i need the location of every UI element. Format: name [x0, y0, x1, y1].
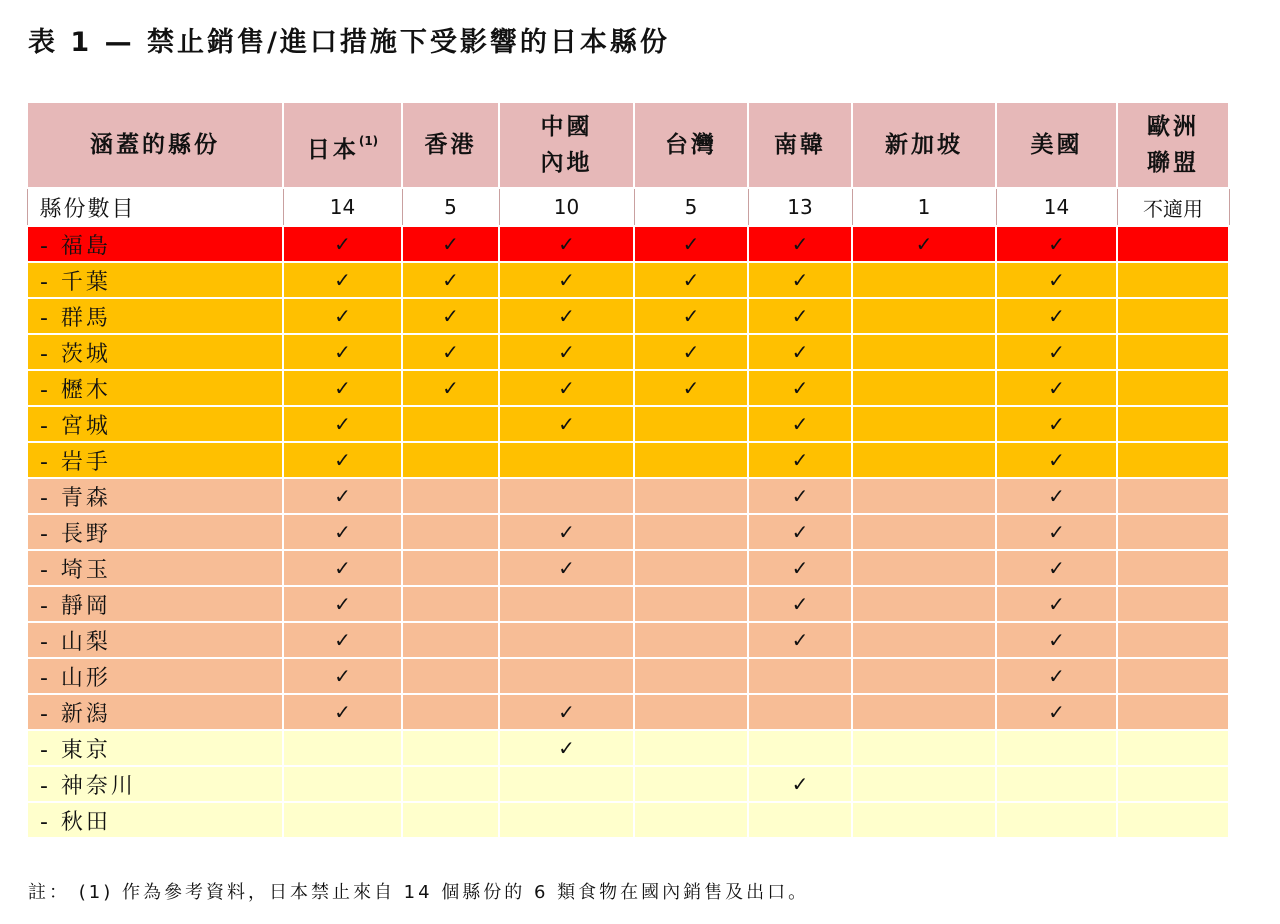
ban-cell	[852, 514, 996, 550]
table-row	[27, 370, 1229, 406]
ban-cell	[1117, 442, 1229, 478]
check-icon: ✓	[791, 771, 809, 796]
ban-cell	[283, 262, 402, 298]
ban-cell	[852, 370, 996, 406]
table-row	[27, 802, 1229, 838]
ban-cell	[996, 730, 1117, 766]
check-icon: ✓	[791, 447, 809, 472]
check-icon: ✓	[682, 231, 700, 256]
check-icon: ✓	[1048, 267, 1065, 292]
ban-cell	[1117, 370, 1229, 406]
header-singapore: 新加坡	[852, 102, 996, 188]
check-icon: ✓	[1048, 303, 1065, 328]
header-usa: 美國	[996, 102, 1117, 188]
check-icon: ✓	[558, 411, 575, 436]
check-icon: ✓	[1048, 447, 1065, 472]
prefecture-count-row	[27, 188, 1229, 226]
ban-cell	[634, 226, 748, 262]
footnote: 註： (1) 作為參考資料，日本禁止來自 14 個縣份的 6 類食物在國內銷售及出口。	[28, 882, 810, 903]
ban-cell	[1117, 730, 1229, 766]
prefecture-name: - 新潟	[27, 694, 283, 730]
check-icon: ✓	[334, 591, 351, 616]
ban-cell	[748, 730, 852, 766]
check-icon: ✓	[1048, 627, 1065, 652]
check-icon: ✓	[334, 483, 351, 508]
table-title: 表 1 — 禁止銷售/進口措施下受影響的日本縣份	[28, 27, 670, 58]
check-icon: ✓	[682, 375, 700, 400]
ban-cell	[499, 478, 634, 514]
header-taiwan: 台灣	[634, 102, 748, 188]
check-icon: ✓	[334, 447, 351, 472]
ban-cell	[852, 478, 996, 514]
check-icon: ✓	[558, 231, 575, 256]
header-eu: 歐洲 聯盟	[1117, 102, 1229, 188]
ban-cell	[996, 262, 1117, 298]
ban-cell	[634, 334, 748, 370]
ban-cell	[634, 730, 748, 766]
ban-cell	[402, 298, 499, 334]
ban-cell	[1117, 334, 1229, 370]
prefecture-name: - 山形	[27, 658, 283, 694]
ban-cell	[748, 658, 852, 694]
ban-cell	[402, 622, 499, 658]
table-row	[27, 298, 1229, 334]
ban-cell	[499, 622, 634, 658]
count-value: 10	[499, 188, 634, 226]
check-icon: ✓	[791, 627, 809, 652]
count-value: 14	[283, 188, 402, 226]
ban-cell	[852, 262, 996, 298]
check-icon: ✓	[791, 231, 809, 256]
count-value: 5	[634, 188, 748, 226]
check-icon: ✓	[558, 339, 575, 364]
ban-cell	[402, 226, 499, 262]
ban-cell	[402, 406, 499, 442]
ban-cell	[996, 370, 1117, 406]
ban-cell	[996, 478, 1117, 514]
check-icon: ✓	[791, 339, 809, 364]
ban-cell	[499, 370, 634, 406]
ban-cell	[1117, 514, 1229, 550]
ban-cell	[1117, 478, 1229, 514]
check-icon: ✓	[334, 663, 351, 688]
ban-cell	[852, 586, 996, 622]
check-icon: ✓	[682, 267, 700, 292]
table-row	[27, 730, 1229, 766]
table-row	[27, 478, 1229, 514]
check-icon: ✓	[442, 231, 459, 256]
ban-cell	[634, 586, 748, 622]
ban-cell	[852, 226, 996, 262]
prefecture-name: - 櫪木	[27, 370, 283, 406]
prefecture-name: - 東京	[27, 730, 283, 766]
ban-cell	[634, 298, 748, 334]
ban-cell	[852, 298, 996, 334]
count-value: 13	[748, 188, 852, 226]
check-icon: ✓	[558, 699, 575, 724]
ban-cell	[996, 406, 1117, 442]
ban-cell	[996, 766, 1117, 802]
ban-cell	[996, 514, 1117, 550]
ban-cell	[283, 766, 402, 802]
ban-cell	[996, 622, 1117, 658]
table-row	[27, 550, 1229, 586]
check-icon: ✓	[334, 519, 351, 544]
ban-cell	[634, 514, 748, 550]
ban-cell	[402, 442, 499, 478]
check-icon: ✓	[1048, 339, 1065, 364]
ban-cell	[634, 370, 748, 406]
header-japan: 日本$^{(1)}$	[283, 102, 402, 188]
ban-cell	[402, 766, 499, 802]
ban-cell	[402, 370, 499, 406]
check-icon: ✓	[334, 699, 351, 724]
header-row	[27, 102, 1229, 188]
prefecture-name: - 福島	[27, 226, 283, 262]
ban-cell	[283, 370, 402, 406]
check-icon: ✓	[1048, 231, 1065, 256]
ban-cell	[499, 550, 634, 586]
check-icon: ✓	[558, 375, 575, 400]
ban-cell	[748, 550, 852, 586]
ban-cell	[283, 550, 402, 586]
check-icon: ✓	[334, 303, 351, 328]
ban-cell	[499, 334, 634, 370]
table-row	[27, 766, 1229, 802]
check-icon: ✓	[791, 483, 809, 508]
check-icon: ✓	[334, 339, 351, 364]
prefecture-name: - 群馬	[27, 298, 283, 334]
prefecture-name: - 長野	[27, 514, 283, 550]
check-icon: ✓	[791, 519, 809, 544]
table-row	[27, 334, 1229, 370]
ban-cell	[499, 802, 634, 838]
ban-cell	[1117, 766, 1229, 802]
count-value: 1	[852, 188, 996, 226]
ban-cell	[996, 298, 1117, 334]
ban-cell	[996, 442, 1117, 478]
ban-cell	[402, 586, 499, 622]
ban-cell	[283, 226, 402, 262]
ban-cell	[634, 658, 748, 694]
check-icon: ✓	[791, 375, 809, 400]
ban-cell	[283, 802, 402, 838]
ban-cell	[852, 766, 996, 802]
ban-cell	[634, 478, 748, 514]
ban-cell	[402, 550, 499, 586]
ban-cell	[499, 658, 634, 694]
table-row	[27, 622, 1229, 658]
check-icon: ✓	[1048, 699, 1065, 724]
check-icon: ✓	[442, 339, 459, 364]
check-icon: ✓	[1048, 411, 1065, 436]
check-icon: ✓	[442, 375, 459, 400]
check-icon: ✓	[558, 735, 575, 760]
check-icon: ✓	[791, 303, 809, 328]
ban-cell	[499, 730, 634, 766]
ban-cell	[996, 802, 1117, 838]
ban-cell	[402, 694, 499, 730]
ban-cell	[996, 658, 1117, 694]
check-icon: ✓	[558, 267, 575, 292]
check-icon: ✓	[791, 411, 809, 436]
prefecture-name: - 宮城	[27, 406, 283, 442]
ban-cell	[996, 694, 1117, 730]
ban-cell	[748, 406, 852, 442]
prefecture-name: - 神奈川	[27, 766, 283, 802]
table-row	[27, 226, 1229, 262]
ban-cell	[283, 586, 402, 622]
ban-cell	[748, 298, 852, 334]
check-icon: ✓	[442, 303, 459, 328]
check-icon: ✓	[334, 267, 351, 292]
ban-cell	[283, 406, 402, 442]
ban-cell	[634, 406, 748, 442]
count-value: 14	[996, 188, 1117, 226]
ban-cell	[1117, 658, 1229, 694]
ban-cell	[748, 766, 852, 802]
table-row	[27, 442, 1229, 478]
ban-cell	[634, 442, 748, 478]
ban-cell	[499, 694, 634, 730]
ban-cell	[402, 802, 499, 838]
header-south-korea: 南韓	[748, 102, 852, 188]
ban-cell	[402, 658, 499, 694]
prefecture-name: - 青森	[27, 478, 283, 514]
ban-cell	[402, 730, 499, 766]
check-icon: ✓	[558, 303, 575, 328]
check-icon: ✓	[334, 375, 351, 400]
table-row	[27, 514, 1229, 550]
ban-cell	[852, 802, 996, 838]
ban-cell	[748, 586, 852, 622]
ban-cell	[402, 334, 499, 370]
ban-cell	[499, 406, 634, 442]
ban-cell	[852, 550, 996, 586]
check-icon: ✓	[334, 411, 351, 436]
ban-cell	[996, 226, 1117, 262]
ban-cell	[748, 226, 852, 262]
ban-cell	[402, 262, 499, 298]
count-value: 5	[402, 188, 499, 226]
ban-cell	[499, 442, 634, 478]
ban-cell	[402, 514, 499, 550]
ban-cell	[499, 586, 634, 622]
table-row	[27, 694, 1229, 730]
ban-cell	[748, 802, 852, 838]
prefecture-name: - 岩手	[27, 442, 283, 478]
ban-cell	[499, 766, 634, 802]
check-icon: ✓	[1048, 483, 1065, 508]
ban-cell	[1117, 262, 1229, 298]
ban-cell	[634, 622, 748, 658]
ban-cell	[748, 514, 852, 550]
ban-cell	[1117, 550, 1229, 586]
ban-cell	[852, 334, 996, 370]
table-row	[27, 586, 1229, 622]
ban-cell	[283, 442, 402, 478]
ban-cell	[852, 406, 996, 442]
ban-cell	[1117, 298, 1229, 334]
check-icon: ✓	[1048, 375, 1065, 400]
prefecture-name: - 山梨	[27, 622, 283, 658]
check-icon: ✓	[334, 627, 351, 652]
header-hong-kong: 香港	[402, 102, 499, 188]
check-icon: ✓	[334, 555, 351, 580]
ban-cell	[499, 514, 634, 550]
ban-cell	[748, 262, 852, 298]
ban-cell	[283, 514, 402, 550]
count-label: 縣份數目	[27, 188, 283, 226]
ban-cell	[634, 694, 748, 730]
check-icon: ✓	[558, 519, 575, 544]
ban-cell	[852, 658, 996, 694]
ban-cell	[402, 478, 499, 514]
check-icon: ✓	[791, 591, 809, 616]
prefecture-name: - 埼玉	[27, 550, 283, 586]
ban-cell	[1117, 802, 1229, 838]
ban-cell	[852, 622, 996, 658]
ban-cell	[283, 334, 402, 370]
header-mainland-china: 中國 內地	[499, 102, 634, 188]
ban-cell	[634, 766, 748, 802]
table-row	[27, 406, 1229, 442]
ban-cell	[283, 298, 402, 334]
check-icon: ✓	[442, 267, 459, 292]
prefecture-name: - 千葉	[27, 262, 283, 298]
check-icon: ✓	[1048, 591, 1065, 616]
check-icon: ✓	[558, 555, 575, 580]
ban-cell	[748, 442, 852, 478]
ban-cell	[283, 622, 402, 658]
ban-cell	[634, 802, 748, 838]
ban-cell	[748, 334, 852, 370]
ban-cell	[634, 262, 748, 298]
check-icon: ✓	[334, 231, 351, 256]
ban-cell	[1117, 226, 1229, 262]
ban-cell	[1117, 694, 1229, 730]
ban-cell	[852, 730, 996, 766]
ban-cell	[996, 334, 1117, 370]
check-icon: ✓	[791, 267, 809, 292]
check-icon: ✓	[1048, 663, 1065, 688]
ban-cell	[283, 730, 402, 766]
check-icon: ✓	[915, 231, 933, 256]
ban-cell	[852, 442, 996, 478]
ban-cell	[499, 226, 634, 262]
ban-cell	[748, 370, 852, 406]
table-row	[27, 262, 1229, 298]
prefecture-name: - 茨城	[27, 334, 283, 370]
ban-cell	[283, 478, 402, 514]
check-icon: ✓	[791, 555, 809, 580]
prefecture-name: - 靜岡	[27, 586, 283, 622]
prefecture-name: - 秋田	[27, 802, 283, 838]
ban-cell	[996, 586, 1117, 622]
ban-cell	[283, 694, 402, 730]
ban-cell	[1117, 586, 1229, 622]
count-value: 不適用	[1117, 188, 1229, 226]
check-icon: ✓	[1048, 555, 1065, 580]
ban-cell	[996, 550, 1117, 586]
check-icon: ✓	[1048, 519, 1065, 544]
ban-cell	[499, 298, 634, 334]
ban-cell	[748, 478, 852, 514]
ban-cell	[1117, 406, 1229, 442]
ban-cell	[748, 694, 852, 730]
header-region: 涵蓋的縣份	[27, 102, 283, 188]
ban-cell	[283, 658, 402, 694]
ban-cell	[634, 550, 748, 586]
ban-cell	[852, 694, 996, 730]
table-row	[27, 658, 1229, 694]
check-icon: ✓	[682, 303, 700, 328]
ban-cell	[1117, 622, 1229, 658]
prefecture-ban-table	[26, 101, 1230, 839]
ban-cell	[748, 622, 852, 658]
ban-cell	[499, 262, 634, 298]
check-icon: ✓	[682, 339, 700, 364]
